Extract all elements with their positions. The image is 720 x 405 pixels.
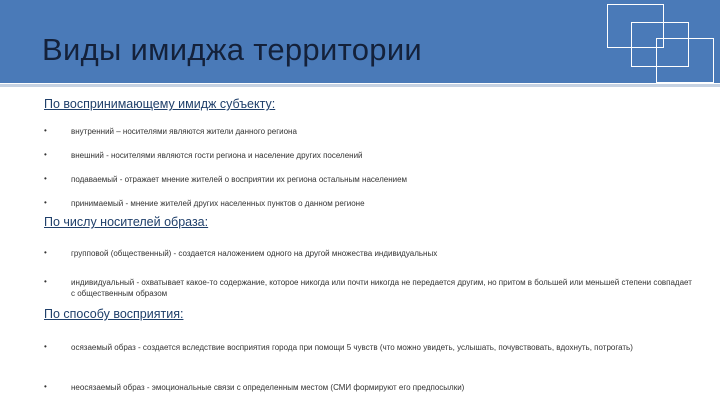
- list-item: подаваемый - отражает мнение жителей о восприятии их региона остальным населением: [71, 175, 408, 184]
- list-item: групповой (общественный) - создается наложением одного на другой множества индивидуальных: [71, 249, 438, 258]
- bullet-icon: •: [44, 277, 47, 286]
- title-banner: [0, 0, 720, 83]
- list-item: осязаемый образ - создается вследствие восприятия города при помощи 5 чувств (что можно увидеть, услышать, почувствовать, вдохнуть, потрогать): [71, 343, 633, 352]
- bullet-icon: •: [44, 174, 47, 183]
- list-item: принимаемый - мнение жителей других населенных пунктов о данном регионе: [71, 199, 365, 208]
- bullet-icon: •: [44, 342, 47, 351]
- section-heading-perception: По способу восприятия:: [44, 307, 184, 321]
- page-title: Виды имиджа территории: [42, 32, 423, 67]
- list-item: индивидуальный - охватывает какое-то содержание, которое никогда или почти никогда не передается другим, но притом в большей или меньшей степени совпадает с общественным образом: [71, 278, 692, 298]
- header-divider: [0, 84, 720, 87]
- bullet-icon: •: [44, 126, 47, 135]
- section-heading-subject: По воспринимающему имидж субъекту:: [44, 97, 276, 111]
- bullet-icon: •: [44, 382, 47, 391]
- bullet-icon: •: [44, 248, 47, 257]
- section-heading-carriers: По числу носителей образа:: [44, 215, 209, 229]
- list-item: неосязаемый образ - эмоциональные связи с определенным местом (СМИ формируют его предпосылки): [71, 383, 465, 392]
- bullet-icon: •: [44, 198, 47, 207]
- list-item: внутренний – носителями являются жители данного региона: [71, 127, 297, 136]
- bullet-icon: •: [44, 150, 47, 159]
- list-item: внешний - носителями являются гости региона и население других поселений: [71, 151, 363, 160]
- decorative-square: [656, 38, 714, 83]
